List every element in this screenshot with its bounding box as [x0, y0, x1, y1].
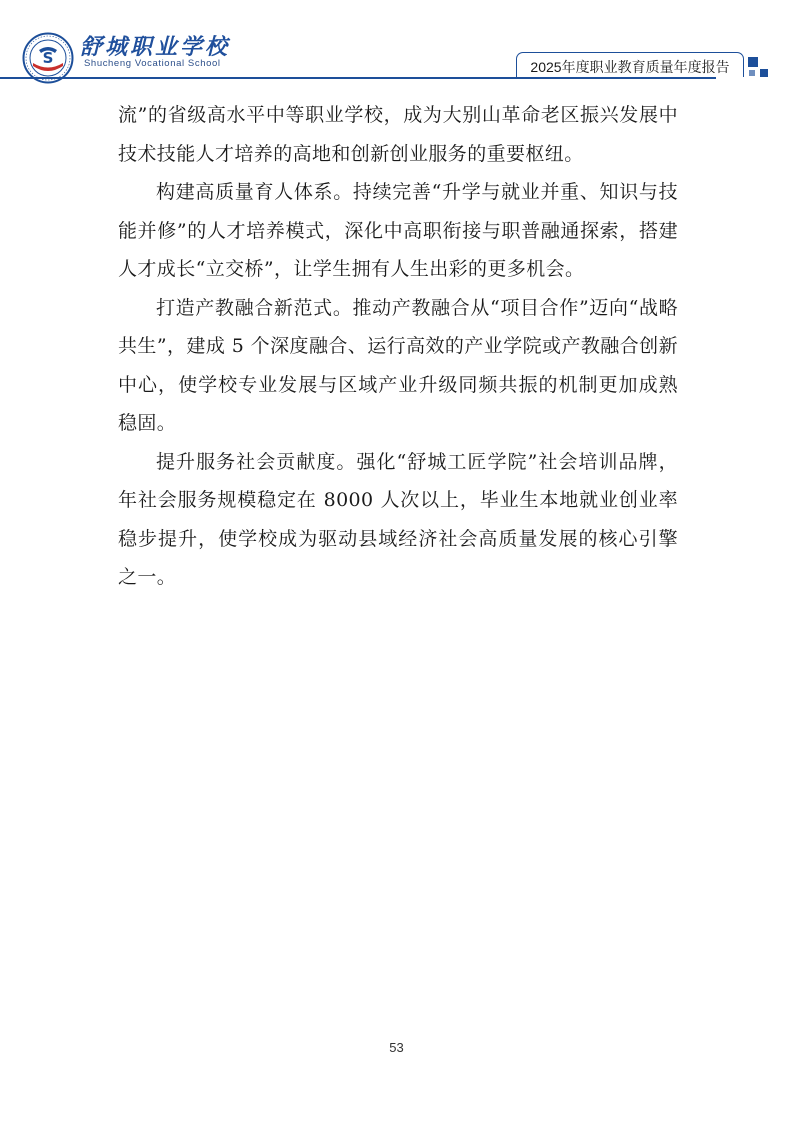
paragraph: 构建高质量育人体系。持续完善“升学与就业并重、知识与技能并修”的人才培养模式，深化中高职衔接与职普融通探索，搭建人才成长“立交桥”，让学生拥有人生出彩的更多机会。	[118, 181, 678, 280]
school-name-cn: 舒城职业学校	[80, 34, 231, 60]
report-title-tab	[516, 52, 744, 77]
decorative-square	[748, 57, 758, 67]
decorative-square	[749, 70, 755, 76]
decorative-square	[760, 69, 768, 77]
paragraph: 流”的省级高水平中等职业学校，成为大别山革命老区振兴发展中技术技能人才培养的高地和创新创业服务的重要枢纽。	[118, 104, 678, 165]
paragraph: 提升服务社会贡献度。强化“舒城工匠学院”社会培训品牌，年社会服务规模稳定在 8000 人次以上，毕业生本地就业创业率稳步提升，使学校成为驱动县域经济社会高质量发展的核心引擎之一。	[118, 450, 678, 588]
svg-text:S: S	[42, 49, 54, 67]
page-header	[0, 0, 793, 90]
school-name-en: Shucheng Vocational School	[84, 58, 221, 69]
header-divider	[0, 77, 716, 79]
paragraph: 打造产教融合新范式。推动产教融合从“项目合作”迈向“战略共生”，建成 5 个深度融合、运行高效的产业学院或产教融合创新中心，使学校专业发展与区域产业升级同频共振的机制更加成熟稳固。	[118, 296, 678, 434]
report-title: 2025年度职业教育质量年度报告	[530, 59, 730, 75]
body-text	[118, 96, 678, 597]
page-number: 53	[389, 1040, 404, 1055]
